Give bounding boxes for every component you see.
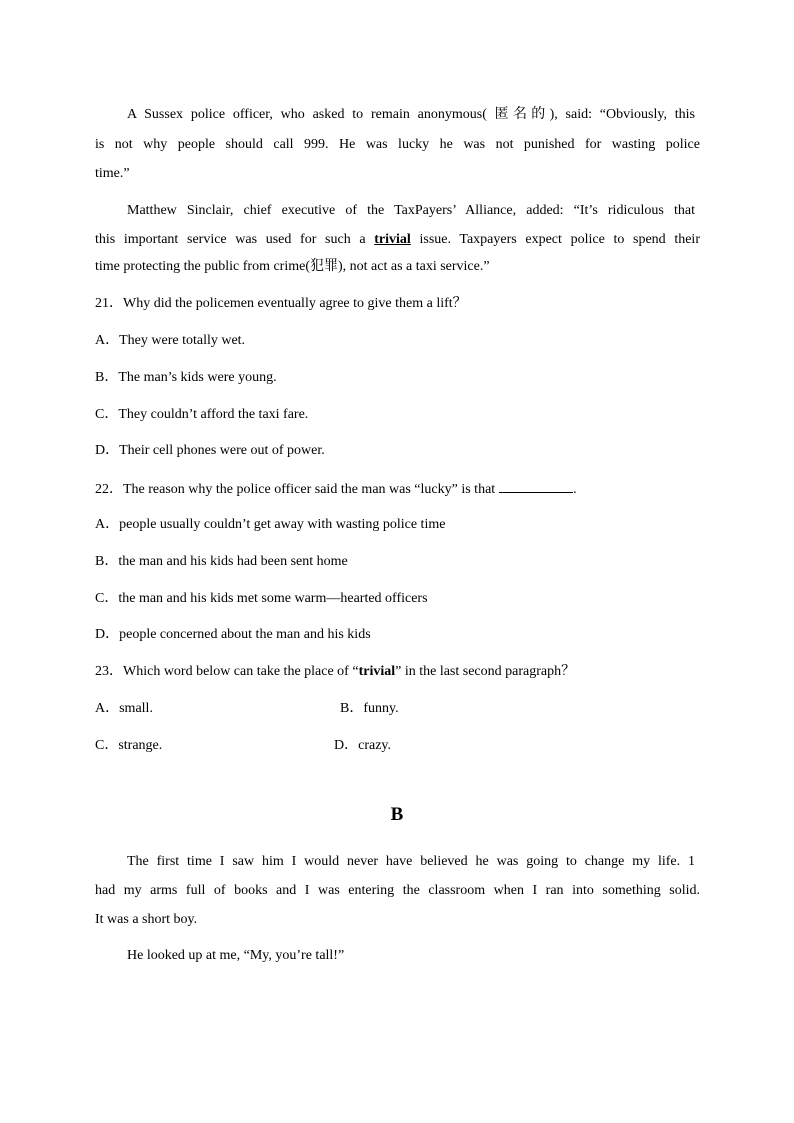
q22-option-d: D．people concerned about the man and his kids — [95, 627, 371, 642]
q23-option-c: C．strange. — [95, 738, 163, 753]
q22-option-a: A．people usually couldn’t get away with wasting police time — [95, 517, 446, 532]
para1-line1: A Sussex police officer, who asked to remain anonymous( 匿名的), said: “Obviously, this — [127, 107, 695, 122]
q21-option-a: A．They were totally wet. — [95, 333, 246, 348]
answer-blank — [499, 479, 573, 493]
trivial-word: trivial — [374, 232, 411, 247]
para1-line2: is not why people should call 999. He was lucky he was not punished for wasting police — [95, 137, 700, 152]
q21-option-c: C．They couldn’t afford the taxi fare. — [95, 407, 309, 422]
para2-line2-post: issue. Taxpayers expect police to spend their — [410, 232, 700, 247]
q21-stem: 21．Why did the policemen eventually agree to give them a lift？ — [95, 296, 467, 311]
section-b-p1-line1: The first time I saw him I would never have believed he was going to change my life. 1 — [127, 854, 695, 869]
para2-line1: Matthew Sinclair, chief executive of the TaxPayers’ Alliance, added: “It’s ridiculous that — [127, 203, 695, 218]
para2-line2-pre: this important service was used for such a — [95, 232, 375, 247]
q23-stem-pre: 23．Which word below can take the place of “ — [95, 664, 359, 679]
q23-stem — [95, 663, 700, 681]
q23-option-d: D．crazy. — [334, 738, 392, 753]
para2-line2 — [95, 231, 700, 249]
q22-option-c: C．the man and his kids met some warm—hearted officers — [95, 591, 428, 606]
q23-option-b: B．funny. — [340, 701, 399, 716]
section-b-p2-line1: He looked up at me, “My, you’re tall!” — [127, 948, 345, 963]
q22-option-b: B．the man and his kids had been sent home — [95, 554, 348, 569]
q23-stem-post: ” in the last second paragraph？ — [395, 664, 576, 679]
section-b-p1-line3: It was a short boy. — [95, 912, 198, 927]
section-heading: B — [390, 804, 404, 825]
q21-option-d: D．Their cell phones were out of power. — [95, 443, 325, 458]
section-b-p1-line2: had my arms full of books and I was entering the classroom when I ran into something solid. — [95, 883, 700, 898]
q23-row-ab — [95, 700, 700, 718]
q23-row-cd — [95, 737, 700, 755]
q22-stem-text: 22．The reason why the police officer said the man was “lucky” is that — [95, 482, 496, 497]
q23-option-a: A．small. — [95, 701, 153, 716]
q23-stem-word: trivial — [358, 664, 396, 679]
q22-stem — [95, 479, 700, 499]
q22-stem-end: . — [573, 482, 577, 497]
para2-line3: time protecting the public from crime(犯罪), not act as a taxi service.” — [95, 259, 490, 274]
q21-option-b: B．The man’s kids were young. — [95, 370, 277, 385]
para1-line3: time.” — [95, 166, 130, 181]
